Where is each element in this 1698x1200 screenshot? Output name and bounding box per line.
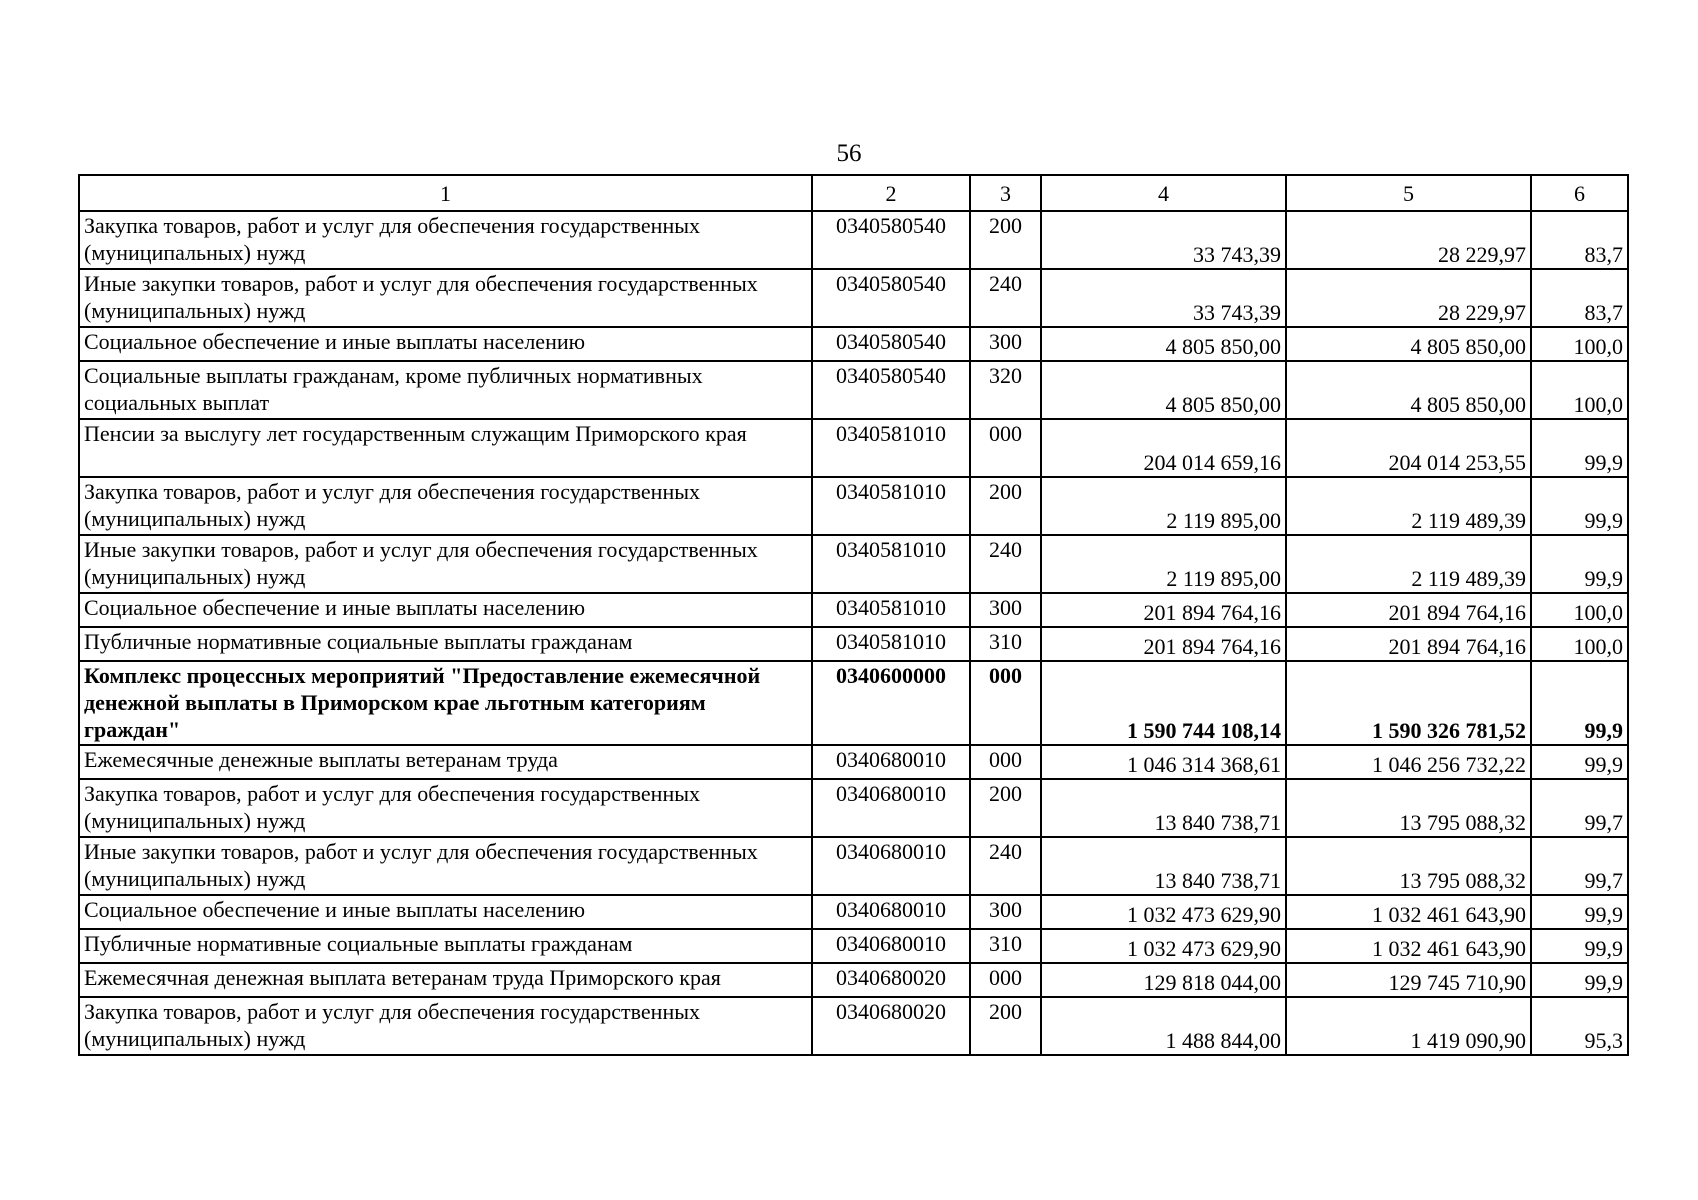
column-header: 4: [1041, 175, 1286, 211]
table-row: [79, 419, 1628, 477]
row-name-cell: Иные закупки товаров, работ и услуг для обеспечения государственных (муниципальных) нужд: [79, 535, 812, 593]
table-header-row: [79, 175, 1628, 211]
percent-cell: 99,9: [1531, 661, 1628, 745]
actual-amount-cell: 2 119 489,39: [1286, 535, 1531, 593]
planned-amount-cell: 13 840 738,71: [1041, 779, 1286, 837]
planned-amount-cell: 4 805 850,00: [1041, 327, 1286, 361]
row-name-cell: Социальные выплаты гражданам, кроме публичных нормативных социальных выплат: [79, 361, 812, 419]
table-row: [79, 895, 1628, 929]
expense-type-cell: 200: [970, 477, 1041, 535]
actual-amount-cell: 28 229,97: [1286, 269, 1531, 327]
actual-amount-cell: 201 894 764,16: [1286, 627, 1531, 661]
planned-amount-cell: 2 119 895,00: [1041, 535, 1286, 593]
actual-amount-cell: 13 795 088,32: [1286, 837, 1531, 895]
percent-cell: 99,7: [1531, 779, 1628, 837]
table-row: [79, 963, 1628, 997]
row-name-cell: Ежемесячные денежные выплаты ветеранам труда: [79, 745, 812, 779]
actual-amount-cell: 129 745 710,90: [1286, 963, 1531, 997]
expense-type-cell: 000: [970, 661, 1041, 745]
actual-amount-cell: 4 805 850,00: [1286, 327, 1531, 361]
planned-amount-cell: 201 894 764,16: [1041, 593, 1286, 627]
expense-type-cell: 320: [970, 361, 1041, 419]
expense-type-cell: 310: [970, 627, 1041, 661]
row-name-cell: Пенсии за выслугу лет государственным служащим Приморского края: [79, 419, 812, 477]
expense-type-cell: 000: [970, 963, 1041, 997]
percent-cell: 100,0: [1531, 627, 1628, 661]
target-code-cell: 0340680010: [812, 895, 970, 929]
table-row: [79, 269, 1628, 327]
target-code-cell: 0340581010: [812, 477, 970, 535]
actual-amount-cell: 1 419 090,90: [1286, 997, 1531, 1055]
percent-cell: 99,7: [1531, 837, 1628, 895]
table-row: [79, 997, 1628, 1055]
expense-type-cell: 000: [970, 745, 1041, 779]
planned-amount-cell: 13 840 738,71: [1041, 837, 1286, 895]
row-name-cell: Социальное обеспечение и иные выплаты населению: [79, 327, 812, 361]
percent-cell: 95,3: [1531, 997, 1628, 1055]
target-code-cell: 0340581010: [812, 593, 970, 627]
actual-amount-cell: 204 014 253,55: [1286, 419, 1531, 477]
percent-cell: 99,9: [1531, 477, 1628, 535]
expense-type-cell: 200: [970, 779, 1041, 837]
expense-type-cell: 310: [970, 929, 1041, 963]
target-code-cell: 0340680010: [812, 779, 970, 837]
target-code-cell: 0340581010: [812, 535, 970, 593]
row-name-cell: Иные закупки товаров, работ и услуг для обеспечения государственных (муниципальных) нужд: [79, 269, 812, 327]
planned-amount-cell: 129 818 044,00: [1041, 963, 1286, 997]
percent-cell: 100,0: [1531, 593, 1628, 627]
planned-amount-cell: 1 032 473 629,90: [1041, 895, 1286, 929]
actual-amount-cell: 1 046 256 732,22: [1286, 745, 1531, 779]
row-name-cell: Социальное обеспечение и иные выплаты населению: [79, 895, 812, 929]
table-row: [79, 745, 1628, 779]
row-name-cell: Закупка товаров, работ и услуг для обеспечения государственных (муниципальных) нужд: [79, 477, 812, 535]
target-code-cell: 0340680010: [812, 929, 970, 963]
table-row: [79, 477, 1628, 535]
planned-amount-cell: 204 014 659,16: [1041, 419, 1286, 477]
target-code-cell: 0340580540: [812, 361, 970, 419]
actual-amount-cell: 28 229,97: [1286, 211, 1531, 269]
planned-amount-cell: 1 046 314 368,61: [1041, 745, 1286, 779]
expense-type-cell: 240: [970, 535, 1041, 593]
column-header: 3: [970, 175, 1041, 211]
table-row: [79, 837, 1628, 895]
target-code-cell: 0340581010: [812, 627, 970, 661]
table-row: [79, 779, 1628, 837]
row-name-cell: Комплекс процессных мероприятий "Предоставление ежемесячной денежной выплаты в Приморском крае льготным категориям граждан": [79, 661, 812, 745]
percent-cell: 100,0: [1531, 327, 1628, 361]
percent-cell: 83,7: [1531, 269, 1628, 327]
page-number: 56: [836, 140, 862, 167]
table-row: [79, 627, 1628, 661]
percent-cell: 99,9: [1531, 929, 1628, 963]
row-name-cell: Иные закупки товаров, работ и услуг для обеспечения государственных (муниципальных) нужд: [79, 837, 812, 895]
target-code-cell: 0340580540: [812, 327, 970, 361]
target-code-cell: 0340580540: [812, 211, 970, 269]
row-name-cell: Публичные нормативные социальные выплаты гражданам: [79, 929, 812, 963]
budget-table: [78, 174, 1629, 1056]
row-name-cell: Закупка товаров, работ и услуг для обеспечения государственных (муниципальных) нужд: [79, 211, 812, 269]
expense-type-cell: 300: [970, 895, 1041, 929]
planned-amount-cell: 1 590 744 108,14: [1041, 661, 1286, 745]
target-code-cell: 0340680020: [812, 963, 970, 997]
table-row: [79, 327, 1628, 361]
percent-cell: 99,9: [1531, 535, 1628, 593]
table-row: [79, 535, 1628, 593]
column-header: 2: [812, 175, 970, 211]
percent-cell: 99,9: [1531, 419, 1628, 477]
table-row: [79, 361, 1628, 419]
expense-type-cell: 240: [970, 269, 1041, 327]
column-header: 1: [79, 175, 812, 211]
actual-amount-cell: 13 795 088,32: [1286, 779, 1531, 837]
row-name-cell: Социальное обеспечение и иные выплаты населению: [79, 593, 812, 627]
expense-type-cell: 300: [970, 593, 1041, 627]
expense-type-cell: 240: [970, 837, 1041, 895]
actual-amount-cell: 2 119 489,39: [1286, 477, 1531, 535]
row-name-cell: Публичные нормативные социальные выплаты гражданам: [79, 627, 812, 661]
table-row: [79, 929, 1628, 963]
column-header: 6: [1531, 175, 1628, 211]
target-code-cell: 0340600000: [812, 661, 970, 745]
planned-amount-cell: 4 805 850,00: [1041, 361, 1286, 419]
planned-amount-cell: 2 119 895,00: [1041, 477, 1286, 535]
actual-amount-cell: 1 032 461 643,90: [1286, 929, 1531, 963]
target-code-cell: 0340680010: [812, 837, 970, 895]
expense-type-cell: 200: [970, 997, 1041, 1055]
target-code-cell: 0340580540: [812, 269, 970, 327]
row-name-cell: Закупка товаров, работ и услуг для обеспечения государственных (муниципальных) нужд: [79, 997, 812, 1055]
expense-type-cell: 200: [970, 211, 1041, 269]
table-row: [79, 661, 1628, 745]
target-code-cell: 0340680010: [812, 745, 970, 779]
planned-amount-cell: 33 743,39: [1041, 211, 1286, 269]
target-code-cell: 0340581010: [812, 419, 970, 477]
actual-amount-cell: 1 590 326 781,52: [1286, 661, 1531, 745]
row-name-cell: Закупка товаров, работ и услуг для обеспечения государственных (муниципальных) нужд: [79, 779, 812, 837]
actual-amount-cell: 1 032 461 643,90: [1286, 895, 1531, 929]
column-header: 5: [1286, 175, 1531, 211]
percent-cell: 99,9: [1531, 895, 1628, 929]
table-row: [79, 593, 1628, 627]
percent-cell: 99,9: [1531, 963, 1628, 997]
expense-type-cell: 300: [970, 327, 1041, 361]
actual-amount-cell: 201 894 764,16: [1286, 593, 1531, 627]
expense-type-cell: 000: [970, 419, 1041, 477]
row-name-cell: Ежемесячная денежная выплата ветеранам труда Приморского края: [79, 963, 812, 997]
percent-cell: 99,9: [1531, 745, 1628, 779]
planned-amount-cell: 33 743,39: [1041, 269, 1286, 327]
table-row: [79, 211, 1628, 269]
target-code-cell: 0340680020: [812, 997, 970, 1055]
percent-cell: 100,0: [1531, 361, 1628, 419]
planned-amount-cell: 1 488 844,00: [1041, 997, 1286, 1055]
percent-cell: 83,7: [1531, 211, 1628, 269]
planned-amount-cell: 201 894 764,16: [1041, 627, 1286, 661]
planned-amount-cell: 1 032 473 629,90: [1041, 929, 1286, 963]
actual-amount-cell: 4 805 850,00: [1286, 361, 1531, 419]
